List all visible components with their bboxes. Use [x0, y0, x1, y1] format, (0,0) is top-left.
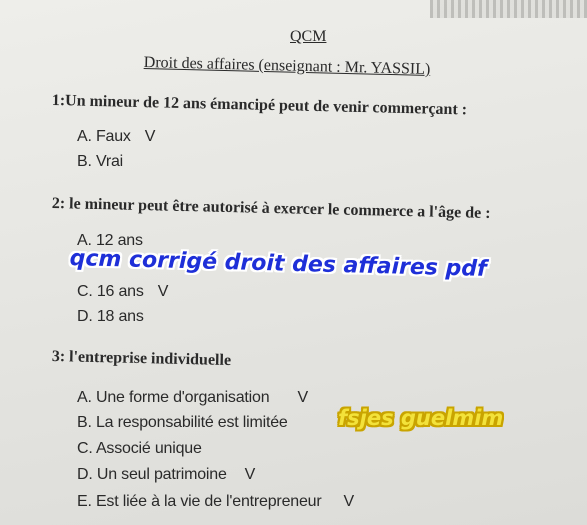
- question-1: 1:Un mineur de 12 ans émancipé peut de venir commerçant :: [51, 92, 468, 119]
- question-2-option-d: [77, 308, 144, 326]
- option-label: B. Vrai: [77, 153, 124, 170]
- question-3-option-d: [77, 466, 255, 484]
- page-subtitle: Droit des affaires (enseignant : Mr. YASSIL): [143, 54, 431, 78]
- question-1-option-b: [77, 153, 123, 171]
- option-label: D. Un seul patrimoine: [77, 466, 227, 483]
- option-label: B. La responsabilité est limitée: [77, 414, 288, 431]
- option-label: A. Faux: [77, 128, 131, 145]
- question-2: 2: le mineur peut être autorisé à exercer le commerce a l'âge de :: [51, 195, 491, 222]
- correct-mark: V: [144, 128, 156, 145]
- watermark-overlay: fsjes guelmim: [338, 406, 504, 430]
- page-edge-strip: [430, 0, 587, 18]
- option-label: A. Une forme d'organisation: [77, 389, 270, 406]
- page-title: QCM: [290, 28, 327, 45]
- caption-overlay: qcm corrigé droit des affaires pdf: [69, 246, 487, 282]
- correct-mark: V: [343, 493, 354, 510]
- correct-mark: V: [297, 389, 308, 406]
- question-2-option-c: [77, 283, 168, 301]
- question-3-option-a: [77, 389, 308, 407]
- option-label: C. 16 ans: [77, 283, 144, 300]
- question-1-option-a: [77, 128, 155, 146]
- correct-mark: V: [157, 283, 169, 300]
- option-label: E. Est liée à la vie de l'entrepreneur: [77, 493, 322, 510]
- question-3: 3: l'entreprise individuelle: [51, 348, 232, 370]
- option-label: D. 18 ans: [77, 308, 144, 325]
- question-3-option-c: [77, 440, 202, 458]
- question-3-option-e: [77, 493, 354, 511]
- question-3-option-b: [77, 414, 288, 432]
- correct-mark: V: [244, 466, 256, 483]
- option-label: A. 12 ans: [77, 232, 143, 249]
- option-label: C. Associé unique: [77, 440, 202, 457]
